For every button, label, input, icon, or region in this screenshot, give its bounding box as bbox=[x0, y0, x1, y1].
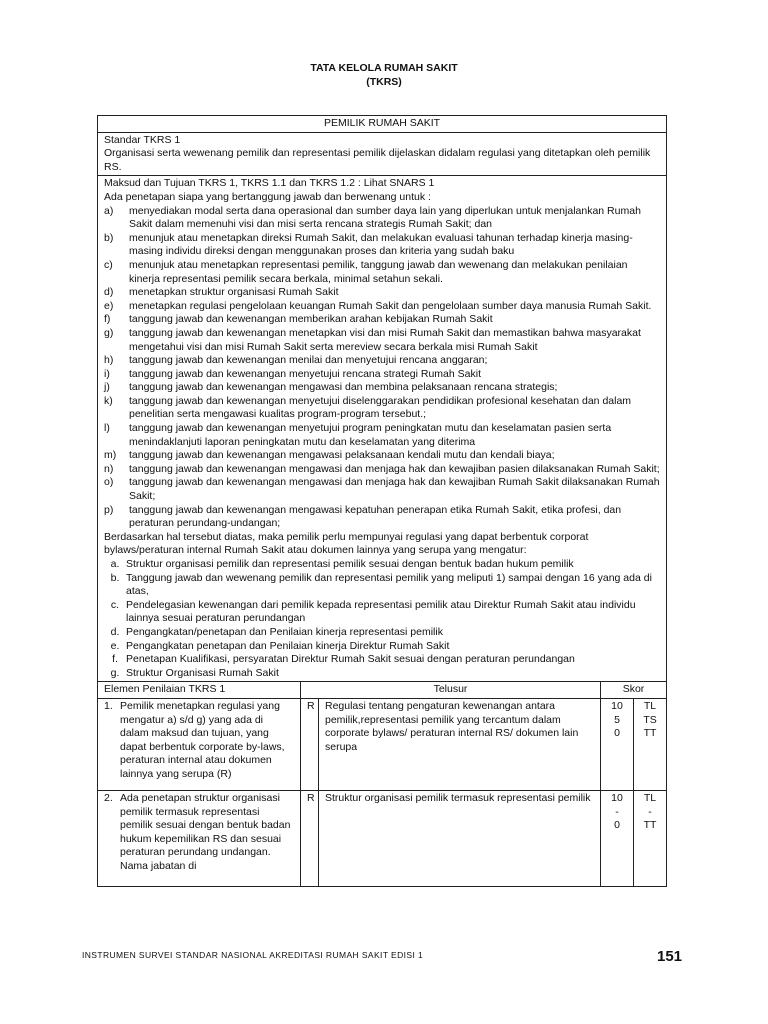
list-item-marker: b. bbox=[110, 571, 120, 584]
list-item bbox=[104, 640, 660, 654]
list-item bbox=[104, 286, 660, 300]
list-item-text: tanggung jawab dan kewenangan mengawasi kepatuhan penerapan etika Rumah Sakit, etika profesi, dan peraturan perundang-undangan; bbox=[129, 503, 622, 530]
element-number: 2. bbox=[104, 791, 113, 804]
list-item-marker: n) bbox=[104, 462, 114, 475]
list-item-text: Struktur organisasi pemilik dan representasi pemilik sesuai dengan bentuk badan hukum pemilik bbox=[126, 558, 574, 570]
title-line-1: TATA KELOLA RUMAH SAKIT bbox=[310, 62, 458, 74]
standard-cell bbox=[98, 132, 667, 176]
list-item bbox=[104, 368, 660, 382]
list-item-text: Pengangkatan/penetapan dan Penilaian kinerja representasi pemilik bbox=[126, 625, 443, 638]
score-label-cell bbox=[634, 790, 667, 886]
score-value: 10 bbox=[611, 791, 623, 804]
list-item-marker: a) bbox=[104, 204, 114, 217]
list-item-text: Penetapan Kualifikasi, persyaratan Direktur Rumah Sakit sesuai dengan peraturan perundangan bbox=[126, 653, 575, 666]
score-value: - bbox=[615, 805, 619, 818]
list-item-marker: f. bbox=[112, 653, 118, 666]
score-cell bbox=[601, 790, 634, 886]
score-value: 0 bbox=[614, 727, 620, 740]
list-item bbox=[104, 653, 660, 667]
intent-title: Maksud dan Tujuan TKRS 1, TKRS 1.1 dan TKRS 1.2 : Lihat SNARS 1 bbox=[104, 177, 435, 190]
standard-title: Standar TKRS 1 bbox=[104, 133, 181, 146]
list-item-marker: j) bbox=[104, 381, 110, 394]
element-cell bbox=[98, 790, 301, 886]
score-label: TL bbox=[643, 699, 657, 712]
table-row bbox=[98, 790, 667, 886]
list-item-marker: e. bbox=[110, 639, 120, 652]
standard-text: Organisasi serta wewenang pemilik dan representasi pemilik dijelaskan didalam regulasi yang ditetapkan oleh pemilik RS. bbox=[104, 147, 651, 173]
col-header-score: Skor bbox=[601, 682, 667, 699]
score-value: 0 bbox=[614, 819, 620, 832]
score-cell bbox=[601, 698, 634, 790]
list-item bbox=[104, 422, 660, 449]
element-text: Pemilik menetapkan regulasi yang mengatur a) s/d g) yang ada di dalam maksud dan tujuan, yang dapat berbentuk corporate by-laws, peraturan internal atau dokumen lainnya yang serupa (R) bbox=[120, 699, 285, 780]
list-item-text: Struktur Organisasi Rumah Sakit bbox=[126, 666, 279, 679]
code-cell: R bbox=[301, 698, 319, 790]
responsibility-list bbox=[104, 205, 660, 531]
list-item-marker: d. bbox=[110, 625, 120, 638]
list-item bbox=[104, 354, 660, 368]
list-item-marker: f) bbox=[104, 313, 111, 326]
document-title bbox=[0, 61, 768, 89]
list-item-text: tanggung jawab dan kewenangan menilai dan menyetujui rencana anggaran; bbox=[129, 354, 488, 367]
list-item-marker: m) bbox=[104, 449, 117, 462]
list-item bbox=[104, 463, 660, 477]
list-item bbox=[104, 504, 660, 531]
table-row bbox=[98, 698, 667, 790]
list-item-text: Pendelegasian kewenangan dari pemilik kepada representasi pemilik atau Direktur Rumah Sakit atau individu lainnya sesuai peraturan perundangan bbox=[126, 598, 636, 625]
list-item-text: Tanggung jawab dan wewenang pemilik dan representasi pemilik yang meliputi 1) sampai dengan 16 yang ada di atas, bbox=[126, 571, 652, 598]
list-item-marker: o) bbox=[104, 476, 114, 489]
list-item bbox=[104, 599, 660, 626]
list-item bbox=[104, 232, 660, 259]
list-item-marker: a. bbox=[110, 558, 120, 570]
score-label: TL bbox=[643, 791, 657, 804]
list-item-marker: g) bbox=[104, 326, 114, 339]
list-item-text: menetapkan regulasi pengelolaan keuangan Rumah Sakit dan pengelolaan sumber daya manusia Rumah Sakit. bbox=[129, 299, 652, 312]
list-item-marker: i) bbox=[104, 367, 110, 380]
standard-table bbox=[97, 115, 667, 887]
section-header: PEMILIK RUMAH SAKIT bbox=[98, 116, 667, 133]
list-item-marker: g. bbox=[110, 666, 120, 679]
list-item bbox=[104, 395, 660, 422]
list-item-text: tanggung jawab dan kewenangan menyetujui rencana strategi Rumah Sakit bbox=[129, 367, 481, 380]
col-header-elements: Elemen Penilaian TKRS 1 bbox=[98, 682, 301, 699]
element-number: 1. bbox=[104, 699, 113, 712]
list-item-marker: p) bbox=[104, 503, 114, 516]
trace-cell: Regulasi tentang pengaturan kewenangan antara pemilik,representasi pemilik yang tercantum dalam corporate bylaws/ peraturan internal RS/ dokumen lain serupa bbox=[319, 698, 601, 790]
score-value: 10 bbox=[611, 699, 623, 712]
list-item-text: menetapkan struktur organisasi Rumah Sakit bbox=[129, 286, 339, 299]
list-item bbox=[104, 667, 660, 681]
list-item-text: tanggung jawab dan kewenangan mengawasi dan menjaga hak dan kewajiban pasien dilaksanakan Rumah Sakit; bbox=[129, 462, 660, 475]
list-item-text: Pengangkatan penetapan dan Penilaian kinerja Direktur Rumah Sakit bbox=[126, 639, 450, 652]
score-label: TT bbox=[643, 819, 657, 832]
list-item-text: menunjuk atau menetapkan direksi Rumah Sakit, dan melakukan evaluasi tahunan terhadap kinerja masing-masing individu direksi dengan menggunakan proses dan kriteria yang sudah baku bbox=[129, 231, 633, 258]
list-item bbox=[104, 381, 660, 395]
page-number: 151 bbox=[657, 948, 683, 965]
list-item-text: tanggung jawab dan kewenangan mengawasi dan menjaga hak dan kewajiban Rumah Sakit dilaksanakan Rumah Sakit; bbox=[129, 476, 660, 503]
col-header-trace: Telusur bbox=[301, 682, 601, 699]
list-item-text: tanggung jawab dan kewenangan memberikan arahan kebijakan Rumah Sakit bbox=[129, 313, 493, 326]
list-item-marker: d) bbox=[104, 286, 114, 299]
list-item-marker: h) bbox=[104, 354, 114, 367]
score-value: 5 bbox=[614, 713, 620, 726]
list-item bbox=[104, 300, 660, 314]
list-item bbox=[104, 476, 660, 503]
list-item bbox=[104, 558, 660, 572]
list-item bbox=[104, 205, 660, 232]
trace-cell: Struktur organisasi pemilik termasuk representasi pemilik bbox=[319, 790, 601, 886]
list-item-text: tanggung jawab dan kewenangan mengawasi dan membina pelaksanaan rencana strategis; bbox=[129, 381, 558, 394]
list-item-marker: c. bbox=[110, 598, 120, 611]
score-label: TS bbox=[643, 713, 657, 726]
list-item bbox=[104, 327, 660, 354]
score-label-cell bbox=[634, 698, 667, 790]
intent-cell bbox=[98, 176, 667, 682]
list-item-marker: c) bbox=[104, 258, 113, 271]
list-item-marker: l) bbox=[104, 422, 110, 435]
list-item-text: tanggung jawab dan kewenangan menyetujui program peningkatan mutu dan keselamatan pasien serta menindaklanjuti laporan peningkatan mutu dan keselamatan yang diterima bbox=[129, 422, 612, 448]
list-item-marker: k) bbox=[104, 394, 113, 407]
page-footer: INSTRUMEN SURVEI STANDAR NASIONAL AKREDITASI RUMAH SAKIT EDISI 1 bbox=[82, 950, 424, 960]
list-item bbox=[104, 259, 660, 286]
title-line-2: (TKRS) bbox=[366, 76, 402, 88]
intent-intro: Ada penetapan siapa yang bertanggung jawab dan berwenang untuk : bbox=[104, 190, 431, 203]
list-item-text: menyediakan modal serta dana operasional dan sumber daya lain yang diperlukan untuk menjalankan Rumah Sakit dalam memenuhi visi dan misi serta rencana strategis Rumah Sakit; dan bbox=[129, 204, 641, 231]
code-cell: R bbox=[301, 790, 319, 886]
regulation-intro: Berdasarkan hal tersebut diatas, maka pemilik perlu mempunyai regulasi yang dapat berbentuk corporat bylaws/peraturan internal Rumah Sakit atau dokumen lainnya yang serupa yang mengatur: bbox=[104, 530, 589, 557]
list-item-marker: e) bbox=[104, 299, 114, 312]
list-item-text: tanggung jawab dan kewenangan menetapkan visi dan misi Rumah Sakit dan memastikan bahwa masyarakat mengetahui visi dan misi Rumah Sakit serta mereview secara berkala misi Rumah Sakit bbox=[129, 326, 641, 353]
list-item-marker: b) bbox=[104, 231, 114, 244]
list-item-text: tanggung jawab dan kewenangan mengawasi pelaksanaan kendali mutu dan kendali biaya; bbox=[129, 449, 555, 462]
element-text: Ada penetapan struktur organisasi pemilik termasuk representasi pemilik sesuai dengan bentuk badan hukum kepemilikan RS dan sesuai peraturan perundang undangan. Nama jabatan di bbox=[120, 791, 291, 872]
list-item-text: tanggung jawab dan kewenangan menyetujui diselenggarakan pendidikan profesional kesehatan dan dalam penelitian serta mengawasi kualitas program-program tersebut.; bbox=[129, 394, 632, 421]
list-item bbox=[104, 572, 660, 599]
score-label: TT bbox=[643, 727, 657, 740]
list-item-text: menunjuk atau menetapkan representasi pemilik, tanggung jawab dan wewenang dan melakukan penilaian kinerja representasi pemilik secara berkala, minimal setahun sekali. bbox=[129, 258, 628, 285]
element-cell bbox=[98, 698, 301, 790]
score-label: - bbox=[648, 805, 652, 818]
list-item bbox=[104, 449, 660, 463]
regulation-list bbox=[104, 558, 660, 680]
list-item bbox=[104, 626, 660, 640]
list-item bbox=[104, 313, 660, 327]
